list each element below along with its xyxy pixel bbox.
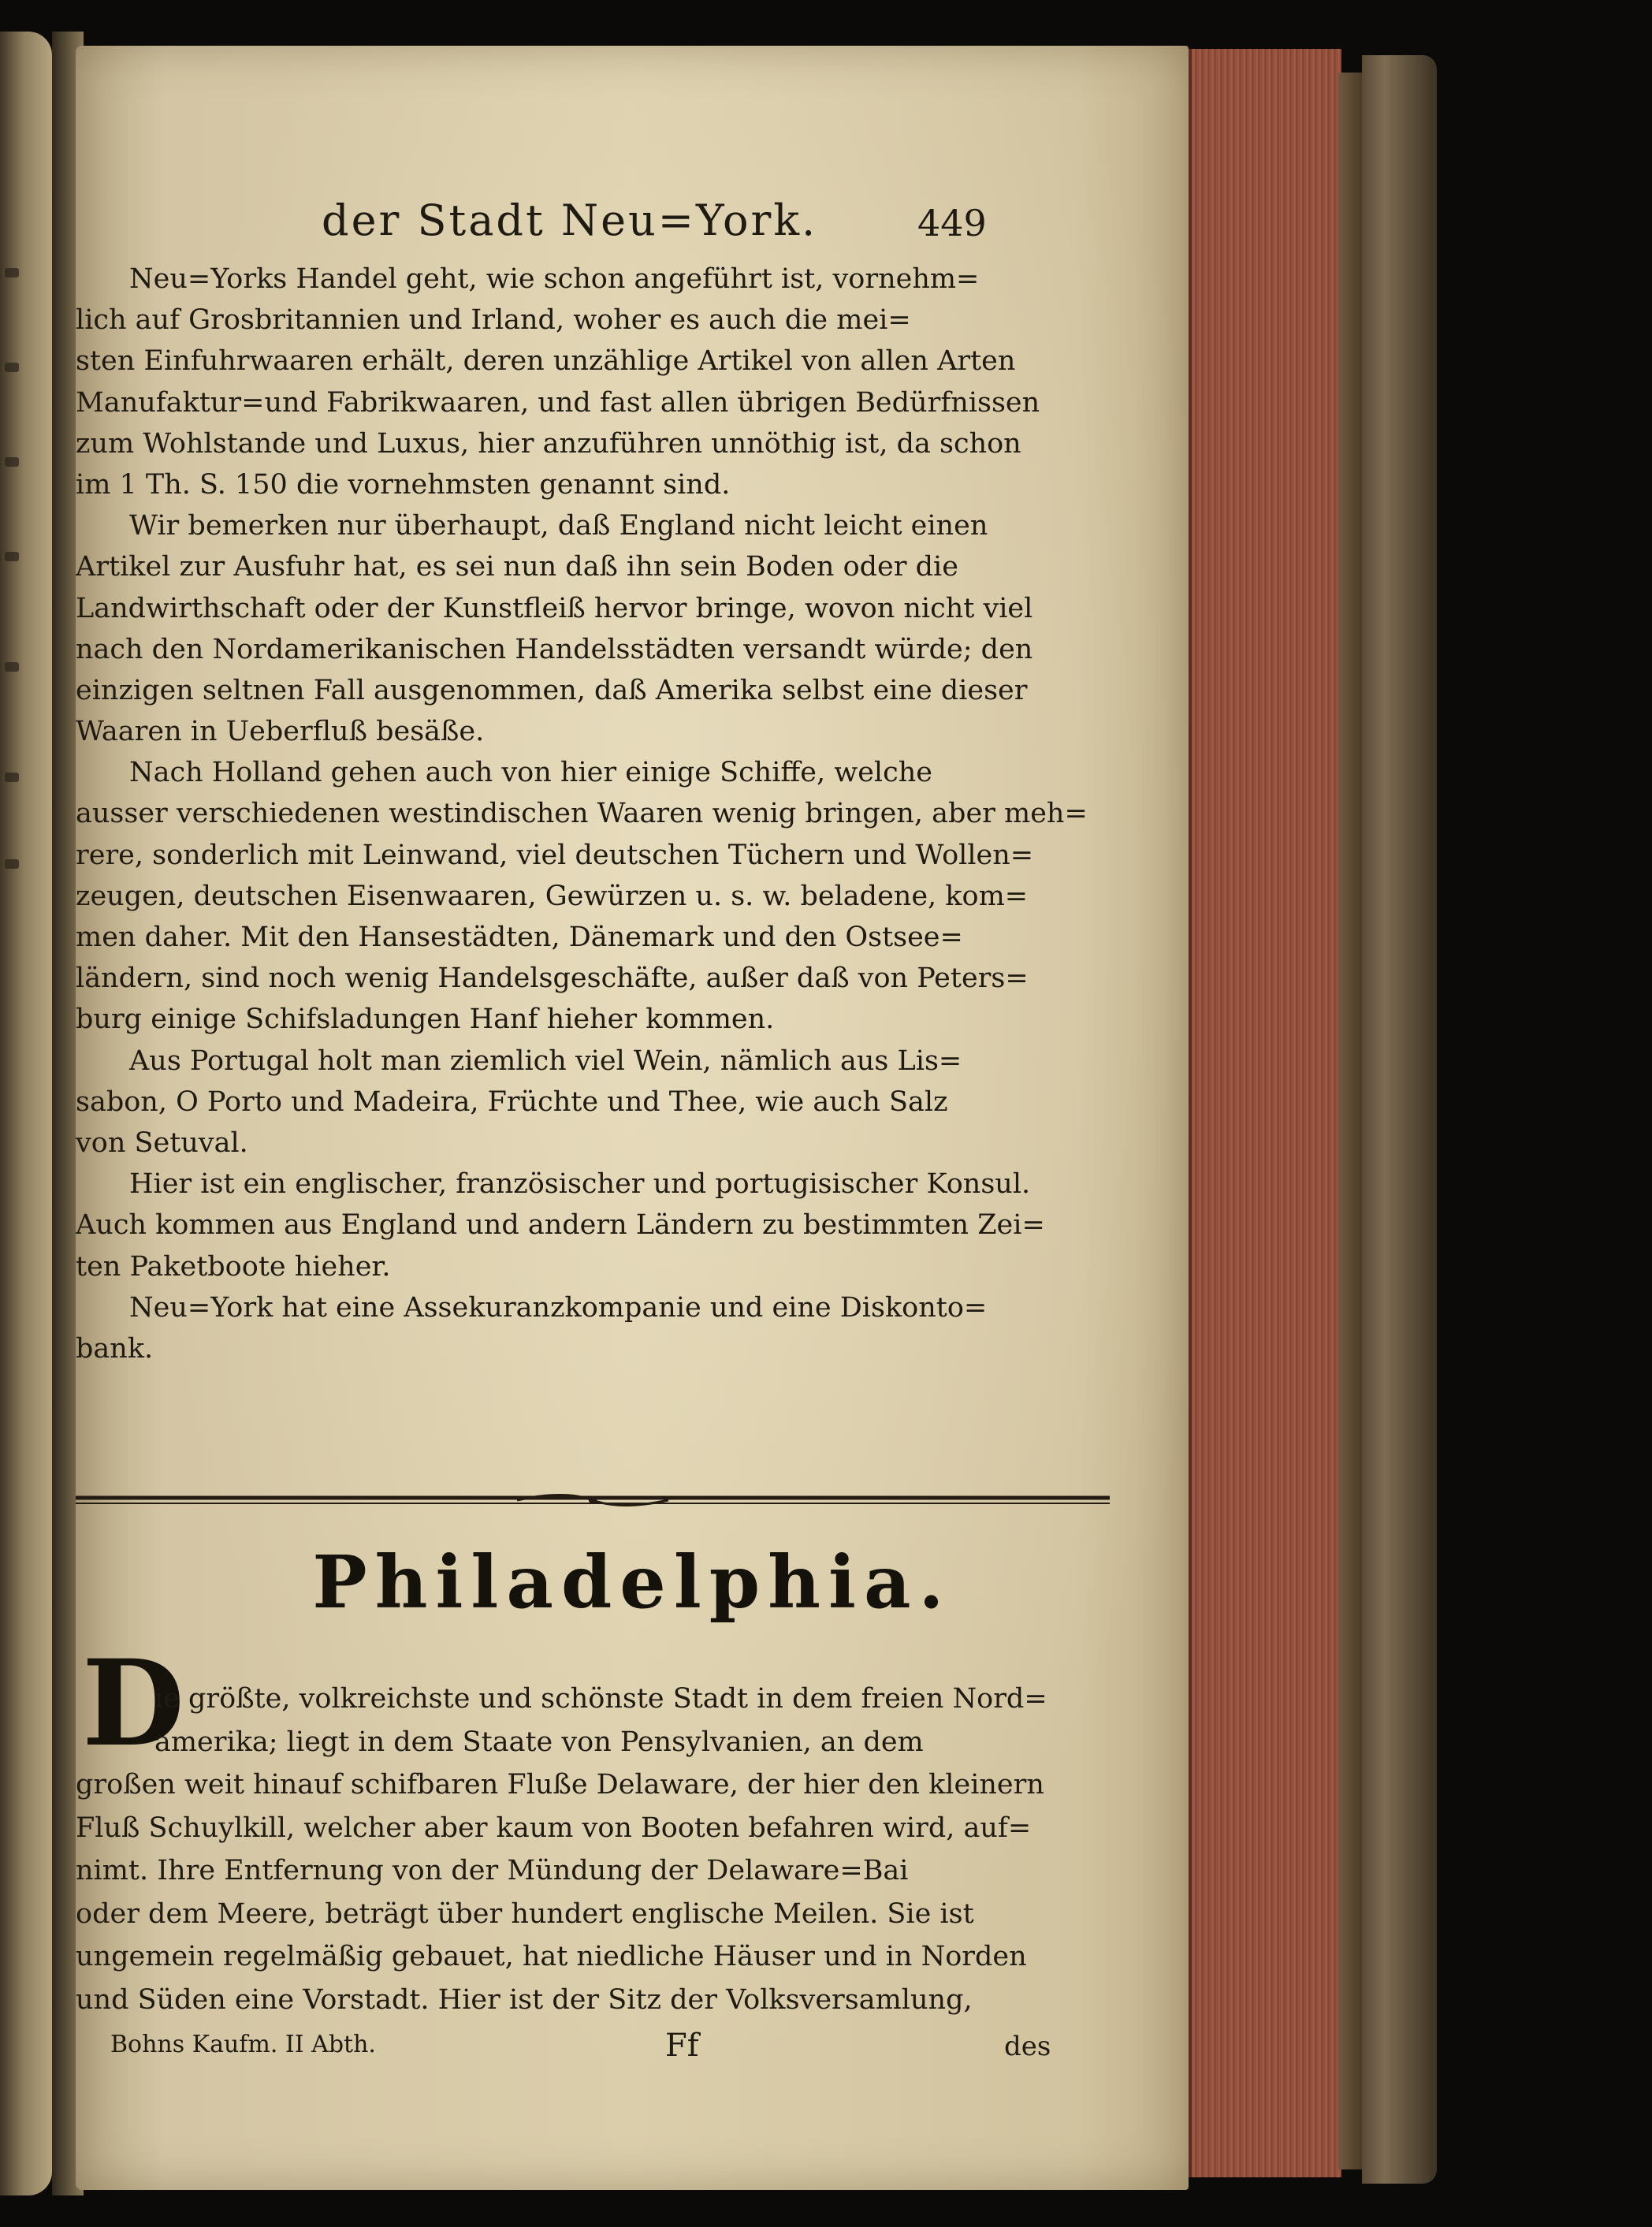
paragraph bbox=[76, 1041, 1189, 1164]
facing-page-fragment bbox=[0, 32, 52, 2195]
section-title: Philadelphia. bbox=[312, 1540, 952, 1625]
text-line: Artikel zur Ausfuhr hat, es sei nun daß ihn sein Boden oder die bbox=[76, 551, 958, 583]
text-line: amerika; liegt in dem Staate von Pensylvanien, an dem bbox=[154, 1726, 924, 1758]
text-line: Neu=Yorks Handel geht, wie schon angeführt ist, vornehm= bbox=[129, 263, 980, 295]
body-text-bottom bbox=[76, 1678, 1189, 2021]
facing-page-glyph bbox=[5, 363, 19, 372]
drop-cap: D bbox=[82, 1634, 185, 1773]
ornamental-divider bbox=[76, 1488, 1189, 1512]
facing-page-glyph bbox=[5, 859, 19, 869]
text-line: rere, sonderlich mit Leinwand, viel deutschen Tüchern und Wollen= bbox=[76, 839, 1034, 871]
signature-mark: Ff bbox=[665, 2028, 699, 2064]
text-line: Hier ist ein englischer, französischer und portugisischer Konsul. bbox=[129, 1168, 1031, 1201]
text-line: bank. bbox=[76, 1332, 154, 1365]
text-line: ie größte, volkreichste und schönste Stadt in dem freien Nord= bbox=[154, 1683, 1047, 1715]
page-number: 449 bbox=[917, 202, 987, 244]
text-line: Manufaktur=und Fabrikwaaren, und fast allen übrigen Bedürfnissen bbox=[76, 386, 1040, 419]
text-line: von Setuval. bbox=[76, 1127, 248, 1159]
text-line: burg einige Schifsladungen Hanf hieher kommen. bbox=[76, 1004, 775, 1036]
text-line: ungemein regelmäßig gebauet, hat niedliche Häuser und in Norden bbox=[76, 1941, 1027, 1972]
text-line: und Süden eine Vorstadt. Hier ist der Sitz der Volksversamlung, bbox=[76, 1983, 973, 2016]
text-line: Aus Portugal holt man ziemlich viel Wein, nämlich aus Lis= bbox=[129, 1045, 962, 1077]
text-line: lich auf Grosbritannien und Irland, woher es auch die mei= bbox=[76, 304, 911, 337]
body-text-top bbox=[76, 259, 1189, 1369]
text-line: zeugen, deutschen Eisenwaaren, Gewürzen u. s. w. beladene, kom= bbox=[76, 880, 1029, 912]
book-page bbox=[76, 46, 1189, 2190]
paragraph bbox=[76, 1164, 1189, 1287]
text-line: Waaren in Ueberfluß besäße. bbox=[76, 716, 485, 748]
text-line: Nach Holland gehen auch von hier einige Schiffe, welche bbox=[129, 757, 932, 789]
paragraph bbox=[76, 259, 1189, 505]
book-cover-edge bbox=[1362, 55, 1437, 2184]
text-line: im 1 Th. S. 150 die vornehmsten genannt sind. bbox=[76, 468, 731, 501]
text-line: zum Wohlstande und Luxus, hier anzuführen unnöthig ist, da schon bbox=[76, 427, 1021, 460]
text-line: Neu=York hat eine Assekuranzkompanie und eine Diskonto= bbox=[129, 1291, 988, 1324]
signature-line: Bohns Kaufm. II Abth. bbox=[110, 2031, 376, 2058]
text-line: nach den Nordamerikanischen Handelsstädten versandt würde; den bbox=[76, 633, 1033, 665]
facing-page-glyph bbox=[5, 552, 19, 561]
text-line: men daher. Mit den Hansestädten, Dänemark und den Ostsee= bbox=[76, 922, 963, 953]
text-line: großen weit hinauf schifbaren Fluße Delaware, der hier den kleinern bbox=[76, 1769, 1044, 1801]
text-line: ländern, sind noch wenig Handelsgeschäfte, außer daß von Peters= bbox=[76, 963, 1029, 995]
facing-page-glyph bbox=[5, 268, 19, 277]
text-line: einzigen seltnen Fall ausgenommen, daß Amerika selbst eine dieser bbox=[76, 674, 1028, 706]
paragraph bbox=[76, 505, 1189, 752]
text-line: nimt. Ihre Entfernung von der Mündung der Delaware=Bai bbox=[76, 1855, 909, 1886]
text-line: ten Paketboote hieher. bbox=[76, 1250, 391, 1283]
text-line: Auch kommen aus England und andern Ländern zu bestimmten Zei= bbox=[76, 1209, 1045, 1242]
page-edge-shadow bbox=[1338, 73, 1362, 2169]
page-fore-edge bbox=[1189, 49, 1341, 2177]
paragraph bbox=[76, 1287, 1189, 1369]
running-head-title: der Stadt Neu=York. bbox=[322, 196, 818, 245]
text-line: Wir bemerken nur überhaupt, daß England nicht leicht einen bbox=[129, 510, 988, 542]
text-line: sten Einfuhrwaaren erhält, deren unzählige Artikel von allen Arten bbox=[76, 345, 1016, 378]
running-head bbox=[76, 196, 1189, 251]
text-line: ausser verschiedenen westindischen Waaren wenig bringen, aber meh= bbox=[76, 798, 1088, 830]
facing-page-glyph bbox=[5, 662, 19, 672]
catchword: des bbox=[1004, 2031, 1051, 2062]
text-line: Fluß Schuylkill, welcher aber kaum von Booten befahren wird, auf= bbox=[76, 1812, 1032, 1844]
facing-page-glyph bbox=[5, 773, 19, 782]
text-line: Landwirthschaft oder der Kunstfleiß hervor bringe, wovon nicht viel bbox=[76, 592, 1033, 624]
text-line: sabon, O Porto und Madeira, Früchte und Thee, wie auch Salz bbox=[76, 1086, 948, 1118]
paragraph bbox=[76, 752, 1189, 1040]
facing-page-glyph bbox=[5, 457, 19, 467]
page-footer bbox=[76, 2028, 1189, 2070]
text-line: oder dem Meere, beträgt über hundert englische Meilen. Sie ist bbox=[76, 1897, 974, 1930]
